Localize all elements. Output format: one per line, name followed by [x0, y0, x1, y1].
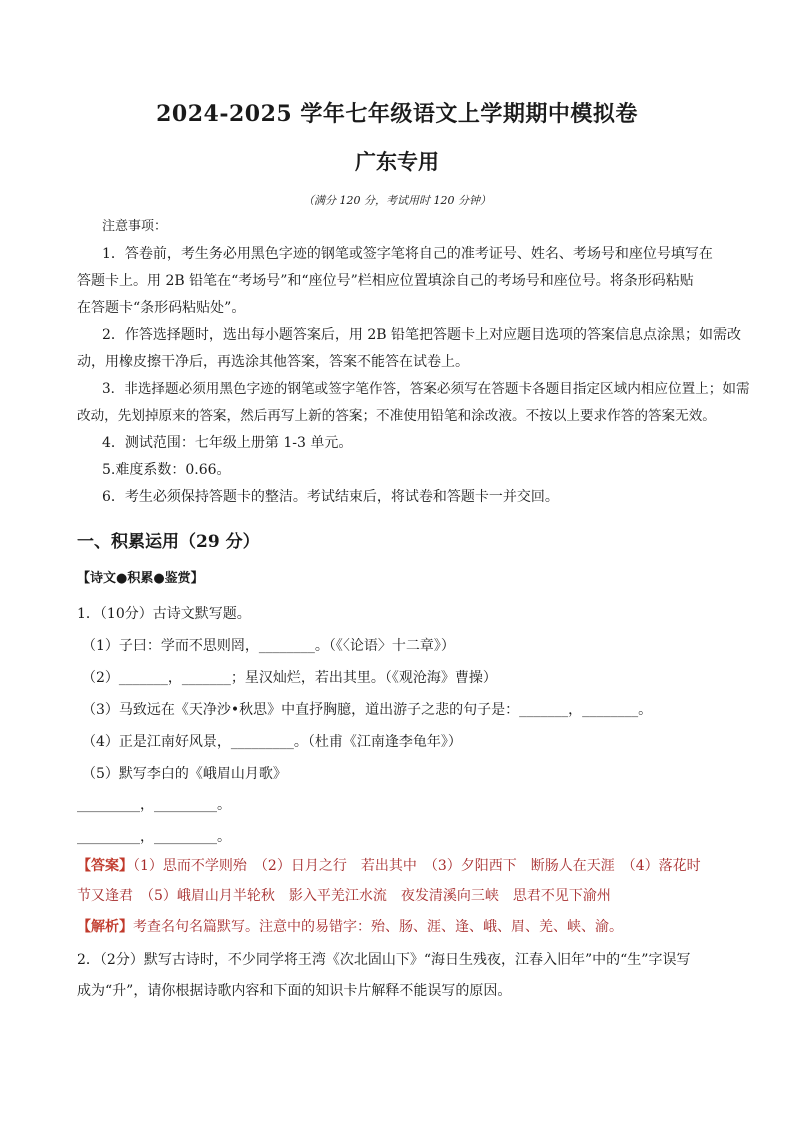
- notice-line: 在答题卡“条形码粘贴处”。: [77, 300, 246, 316]
- question-item: _________，_________。: [77, 797, 231, 813]
- answer-label: 【答案】: [77, 858, 133, 874]
- notice-line: 2．作答选择题时，选出每小题答案后，用 2B 铅笔把答题卡上对应题目选项的答案信息点涂黑；如需改: [102, 327, 742, 343]
- notice-line: 1．答卷前，考生务必用黑色字迹的钢笔或签字笔将自己的准考证号、姓名、考场号和座位号填写在: [102, 246, 713, 262]
- question-item: （4）正是江南好风景，_________。（杜甫《江南逢李龟年》）: [82, 734, 462, 750]
- notice-heading: 注意事项：: [102, 219, 168, 234]
- notice-line: 5.难度系数：0.66。: [102, 462, 231, 478]
- question-item: （5）默写李白的《峨眉山月歌》: [82, 766, 287, 782]
- answer-line-2: 节又逢君 （5）峨眉山月半轮秋 影入平羌江水流 夜发清溪向三峡 思君不见下渝州: [77, 888, 611, 904]
- analysis-text: 考查名句名篇默写。注意中的易错字：殆、肠、涯、逢、峨、眉、羌、峡、渝。: [133, 919, 623, 935]
- notice-line: 答题卡上。用 2B 铅笔在“考场号”和“座位号”栏相应位置填涂自己的考场号和座位号。将条形码粘贴: [77, 273, 694, 289]
- question-item: （1）子曰：学而不思则罔，________。（《〈论语〉十二章》）: [82, 638, 455, 654]
- answer-line: [77, 857, 722, 875]
- question-stem: 1．（10分）古诗文默写题。: [77, 606, 251, 622]
- question-item: （3）马致远在《天净沙•秋思》中直抒胸臆，道出游子之悲的句子是：_______，________。: [82, 702, 653, 718]
- notice-line: 6．考生必须保持答题卡的整洁。考试结束后，将试卷和答题卡一并交回。: [102, 489, 559, 505]
- notice-line: 动，用橡皮擦干净后，再选涂其他答案，答案不能答在试卷上。: [77, 354, 469, 370]
- question-stem-cont: 成为“升”，请你根据诗歌内容和下面的知识卡片解释不能误写的原因。: [77, 983, 512, 999]
- notice-line: 改动，先划掉原来的答案，然后再写上新的答案；不准使用铅笔和涂改液。不按以上要求作答的答案无效。: [77, 408, 716, 424]
- exam-title: 2024-2025 学年七年级语文上学期期中模拟卷: [156, 101, 638, 127]
- notice-line: 4．测试范围：七年级上册第 1-3 单元。: [102, 435, 353, 451]
- exam-subtitle: 广东专用: [355, 149, 439, 174]
- question-item: _________，_________。: [77, 829, 231, 845]
- analysis-line: [77, 918, 722, 936]
- score-note: （满分 120 分，考试用时 120 分钟）: [303, 194, 491, 207]
- section-tag: 【诗文●积累●鉴赏】: [77, 571, 204, 586]
- notice-line: 3．非选择题必须用黑色字迹的钢笔或签字笔作答，答案必须写在答题卡各题目指定区域内相应位置上；如需: [102, 381, 750, 397]
- analysis-label: 【解析】: [77, 919, 133, 935]
- section-heading: 一、积累运用（29 分）: [77, 532, 260, 552]
- answer-text: （1）思而不学则殆 （2）日月之行 若出其中 （3）夕阳西下 断肠人在天涯 （4）落花时: [133, 858, 701, 874]
- question-item: （2）_______，_______；星汉灿烂，若出其里。（《观沧海》曹操）: [82, 670, 497, 686]
- question-stem: 2．（2分）默写古诗时，不少同学将王湾《次北固山下》“海日生残夜，江春入旧年”中的“生”字误写: [77, 952, 691, 968]
